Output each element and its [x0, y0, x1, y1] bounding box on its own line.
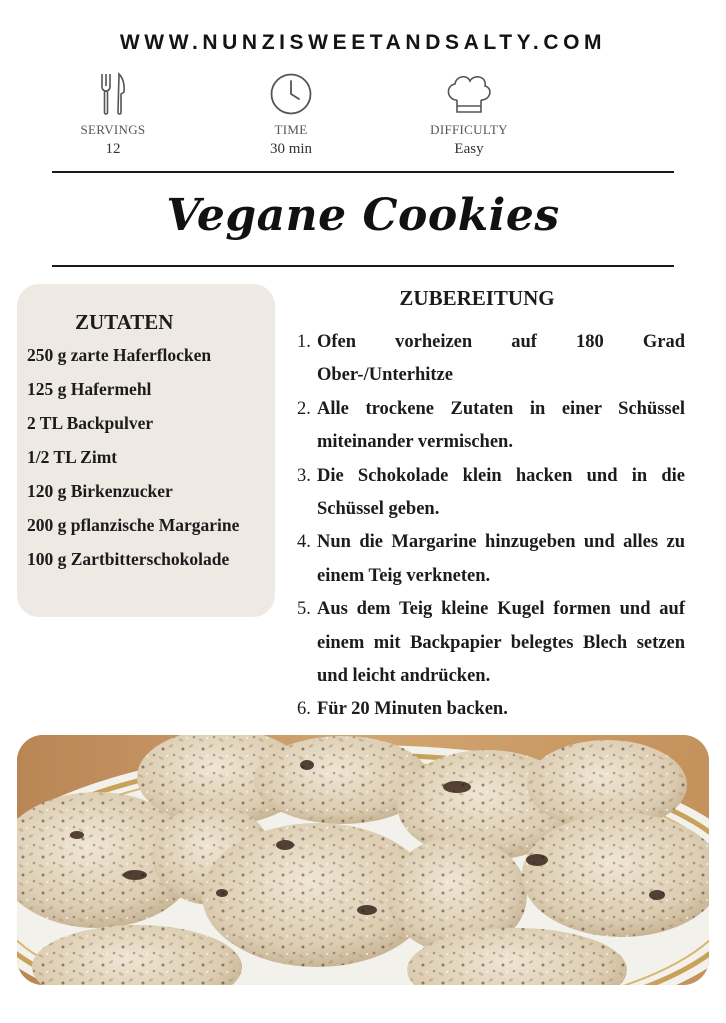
- ingredient-item: 1/2 TL Zimt: [27, 447, 118, 467]
- step-text: Alle trockene Zutaten in einer Schüssel miteinander vermischen.: [317, 398, 685, 453]
- ingredient-item: 100 g Zartbitterschokolade: [27, 549, 230, 569]
- ingredient-item: 125 g Hafermehl: [27, 379, 152, 399]
- ingredient-item: 2 TL Backpulver: [27, 413, 154, 433]
- preparation-step: [297, 460, 685, 527]
- step-text: Für 20 Minuten backen.: [317, 699, 508, 720]
- servings-meta: [48, 72, 178, 158]
- step-text: Die Schokolade klein hacken und in die Schüssel geben.: [317, 465, 685, 520]
- time-meta: [226, 72, 356, 158]
- step-text: Ofen vorheizen auf 180 Grad Ober-/Unterhitze: [317, 332, 685, 386]
- cookies-photo: [17, 735, 709, 985]
- time-value: 30 min: [269, 141, 313, 157]
- step-number: 3.: [297, 465, 311, 486]
- step-number: 1.: [297, 332, 311, 352]
- ingredients-box: [17, 284, 275, 617]
- clock-icon: [269, 72, 313, 116]
- cookies-illustration: [17, 735, 709, 985]
- website-url: WWW.NUNZISWEETANDSALTY.COM: [119, 31, 607, 54]
- preparation-step: [297, 326, 685, 393]
- preparation-step: [297, 393, 685, 460]
- ingredients-heading: ZUTATEN: [75, 310, 174, 334]
- step-text: Nun die Margarine hinzugeben und alles zu einem Teig verkneten.: [317, 532, 685, 586]
- step-number: 4.: [297, 532, 311, 553]
- cutlery-icon: [98, 72, 128, 116]
- recipe-title: Vegane Cookies: [166, 190, 560, 241]
- step-text: Aus dem Teig kleine Kugel formen und auf einem mit Backpapier belegtes Blech setzen und leicht andrücken.: [317, 599, 685, 687]
- ingredients-list: [27, 341, 239, 579]
- bottom-divider: [52, 265, 674, 267]
- step-number: 2.: [297, 398, 311, 419]
- chef-hat-icon: [443, 72, 495, 116]
- servings-value: 12: [105, 141, 121, 157]
- step-number: 6.: [297, 699, 311, 720]
- ingredient-item: 120 g Birkenzucker: [27, 481, 173, 501]
- ingredient-item: 250 g zarte Haferflocken: [27, 345, 212, 365]
- preparation-step: [297, 693, 685, 726]
- preparation-step: [297, 593, 685, 693]
- preparation-heading: ZUBEREITUNG: [399, 286, 555, 310]
- difficulty-value: Easy: [454, 141, 484, 157]
- top-divider: [52, 171, 674, 173]
- time-label: TIME: [274, 122, 308, 137]
- servings-label: SERVINGS: [80, 122, 146, 137]
- difficulty-meta: [404, 72, 534, 158]
- step-number: 5.: [297, 599, 311, 620]
- preparation-step: [297, 526, 685, 593]
- ingredient-item: 200 g pflanzische Margarine: [27, 515, 240, 535]
- difficulty-label: DIFFICULTY: [430, 122, 508, 137]
- preparation-steps: [297, 326, 685, 727]
